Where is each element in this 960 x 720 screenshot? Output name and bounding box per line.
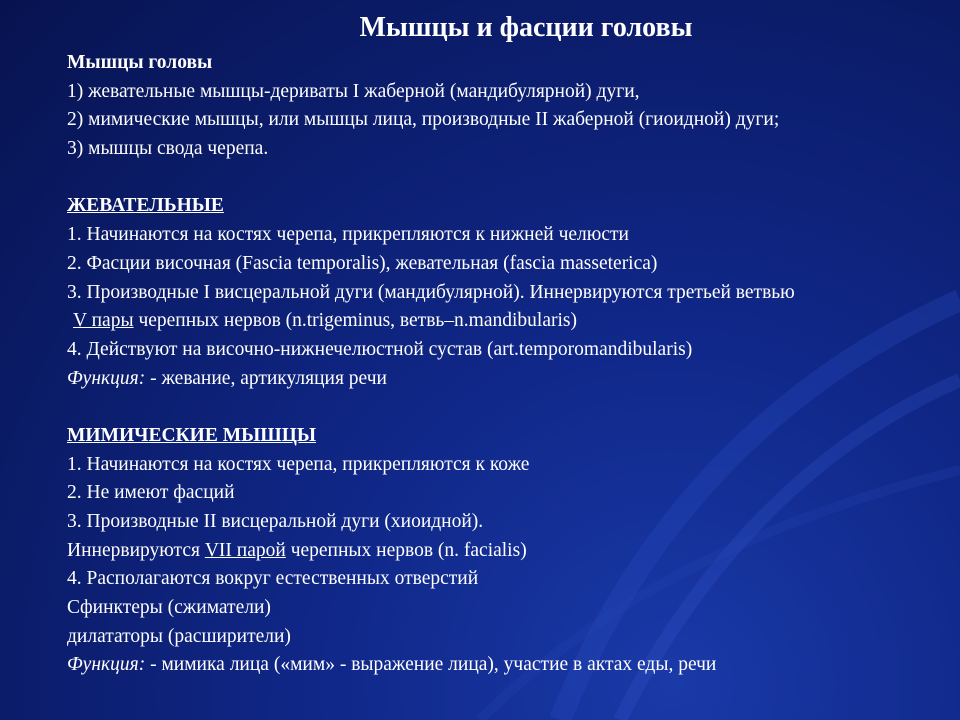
chewing-item-1: 1. Начинаются на костях черепа, прикрепляются к нижней челюсти: [67, 224, 629, 246]
slide-title: Мышцы и фасции головы: [359, 12, 693, 43]
chewing-item-4: 4. Действуют на височно-нижнечелюстной сустав (art.temporomandibularis): [67, 338, 693, 360]
mimic-function-label: Функция:: [67, 654, 146, 676]
intro-item-3: 3) мышцы свода черепа.: [67, 138, 269, 160]
nerve-pair-v-link: V пары: [73, 310, 134, 332]
mimic-item-1: 1. Начинаются на костях черепа, прикрепляются к коже: [67, 453, 530, 475]
chewing-item-3: 3. Производные I висцеральной дуги (мандибулярной). Иннервируются третьей ветвью: [67, 281, 795, 303]
spacer: [67, 393, 952, 422]
mimic-innervation: [67, 537, 952, 566]
chewing-item-3-rest: черепных нервов (n.trigeminus, ветвь–n.mandibularis): [133, 310, 577, 332]
chewing-heading: ЖЕВАТЕЛЬНЫЕ: [67, 195, 224, 217]
nerve-pair-vii-link: VII парой: [204, 539, 286, 561]
mimic-heading: МИМИЧЕСКИЕ МЫШЦЫ: [67, 424, 317, 446]
chewing-function-text: - жевание, артикуляция речи: [145, 367, 387, 389]
mimic-innervation-post: черепных нервов (n. facialis): [285, 539, 527, 561]
intro-item-1: 1) жевательные мышцы-дериваты I жаберной (мандибулярной) дуги,: [67, 80, 640, 102]
mimic-innervation-pre: Иннервируются: [67, 539, 205, 561]
mimic-function: [67, 651, 952, 680]
intro-heading: Мышцы головы: [67, 52, 213, 73]
chewing-item-2: 2. Фасции височная (Fascia temporalis), жевательная (fascia masseterica): [67, 252, 658, 274]
mimic-item-4: 4. Располагаются вокруг естественных отверстий: [67, 568, 479, 590]
intro-item-2: 2) мимические мышцы, или мышцы лица, производные II жаберной (гиоидной) дуги;: [67, 109, 780, 131]
mimic-sphincters: Сфинктеры (сжиматели): [67, 597, 271, 619]
chewing-function: [67, 365, 952, 394]
mimic-item-2: 2. Не имеют фасций: [67, 482, 235, 504]
spacer: [67, 164, 952, 193]
mimic-function-text: - мимика лица («мим» - выражение лица), участие в актах еды, речи: [145, 654, 717, 676]
mimic-dilators: дилататоры (расширители): [67, 625, 291, 647]
chewing-function-label: Функция:: [67, 367, 146, 389]
chewing-item-3-continuation: [67, 307, 952, 336]
mimic-item-3: 3. Производные II висцеральной дуги (хиоидной).: [67, 511, 484, 532]
slide-content: [67, 49, 952, 680]
